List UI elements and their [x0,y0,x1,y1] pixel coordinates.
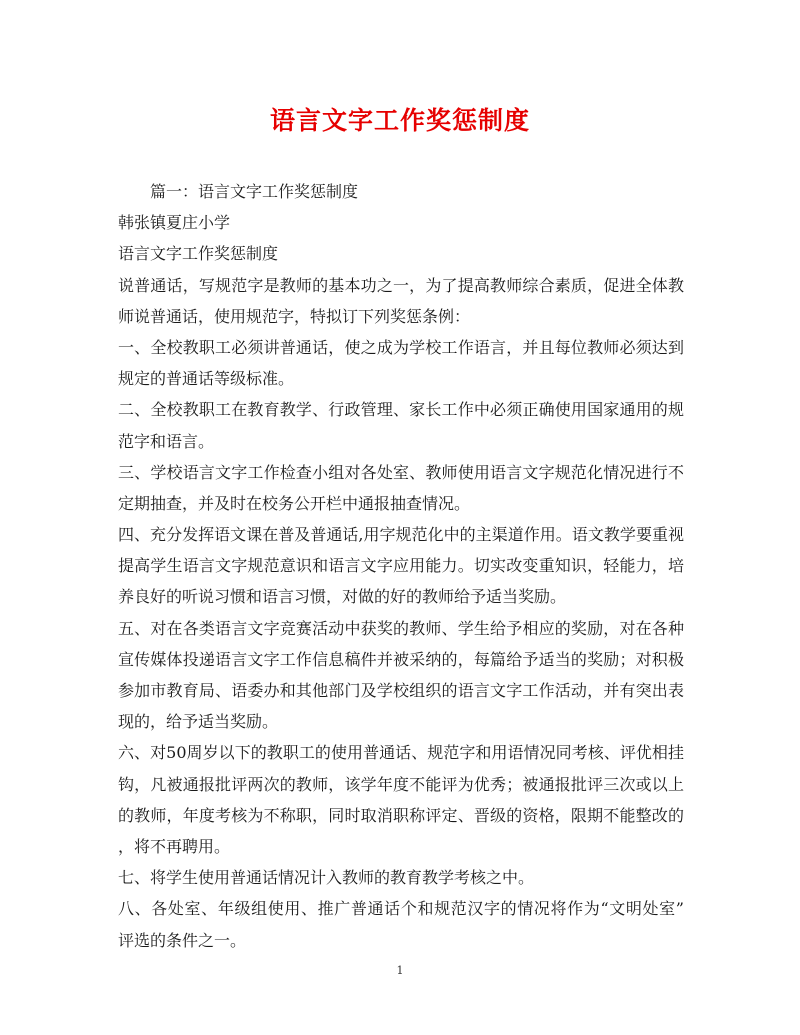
body-line: 六、对50周岁以下的教职工的使用普通话、规范字和用语情况同考核、评优相挂 [118,743,684,763]
body-line: 养良好的听说习惯和语言习惯，对做的好的教师给予适当奖励。 [118,587,567,607]
body-line: 现的，给予适当奖励。 [118,712,279,732]
body-line: 的教师，年度考核为不称职，同时取消职称评定、晋级的资格，限期不能整改的 [118,805,684,825]
page-number: 1 [396,964,404,977]
body-line: ，将不再聘用。 [118,836,231,856]
body-line: 定期抽查，并及时在校务公开栏中通报抽查情况。 [118,493,471,513]
body-line: 评选的条件之一。 [118,930,247,950]
document-body [118,176,684,956]
body-line: 说普通话，写规范字是教师的基本功之一，为了提高教师综合素质，促进全体教 [118,275,684,295]
body-line: 师说普通话，使用规范字，特拟订下列奖惩条例： [118,306,471,326]
document-subtitle: 语言文字工作奖惩制度 [118,244,279,264]
body-line: 钩，凡被通报批评两次的教师，该学年度不能评为优秀；被通报批评三次或以上 [118,774,684,794]
body-line: 四、充分发挥语文课在普及普通话,用字规范化中的主渠道作用。语文教学要重视 [118,525,684,545]
school-name: 韩张镇夏庄小学 [118,213,231,233]
body-line: 范字和语言。 [118,431,215,451]
body-line: 七、将学生使用普通话情况计入教师的教育教学考核之中。 [118,868,535,888]
body-line: 三、学校语言文字工作检查小组对各处室、教师使用语言文字规范化情况进行不 [118,462,684,482]
body-line: 五、对在各类语言文字竞赛活动中获奖的教师、学生给予相应的奖励，对在各种 [118,618,684,638]
body-line: 宣传媒体投递语言文字工作信息稿件并被采纳的，每篇给予适当的奖励；对积极 [118,649,684,669]
body-line: 提高学生语言文字规范意识和语言文字应用能力。切实改变重知识，轻能力，培 [118,556,684,576]
body-line: 参加市教育局、语委办和其他部门及学校组织的语言文字工作活动，并有突出表 [118,681,684,700]
body-line: 一、全校教职工必须讲普通话，使之成为学校工作语言，并且每位教师必须达到 [118,337,684,357]
document-title: 语言文字工作奖惩制度 [269,106,530,135]
body-line: 二、全校教职工在教育教学、行政管理、家长工作中必须正确使用国家通用的规 [118,400,684,420]
body-line: 规定的普通话等级标准。 [118,369,295,389]
body-line: 八、各处室、年级组使用、推广普通话个和规范汉字的情况将作为“文明处室” [118,899,684,919]
section-heading: 篇一：语言文字工作奖惩制度 [150,182,359,201]
